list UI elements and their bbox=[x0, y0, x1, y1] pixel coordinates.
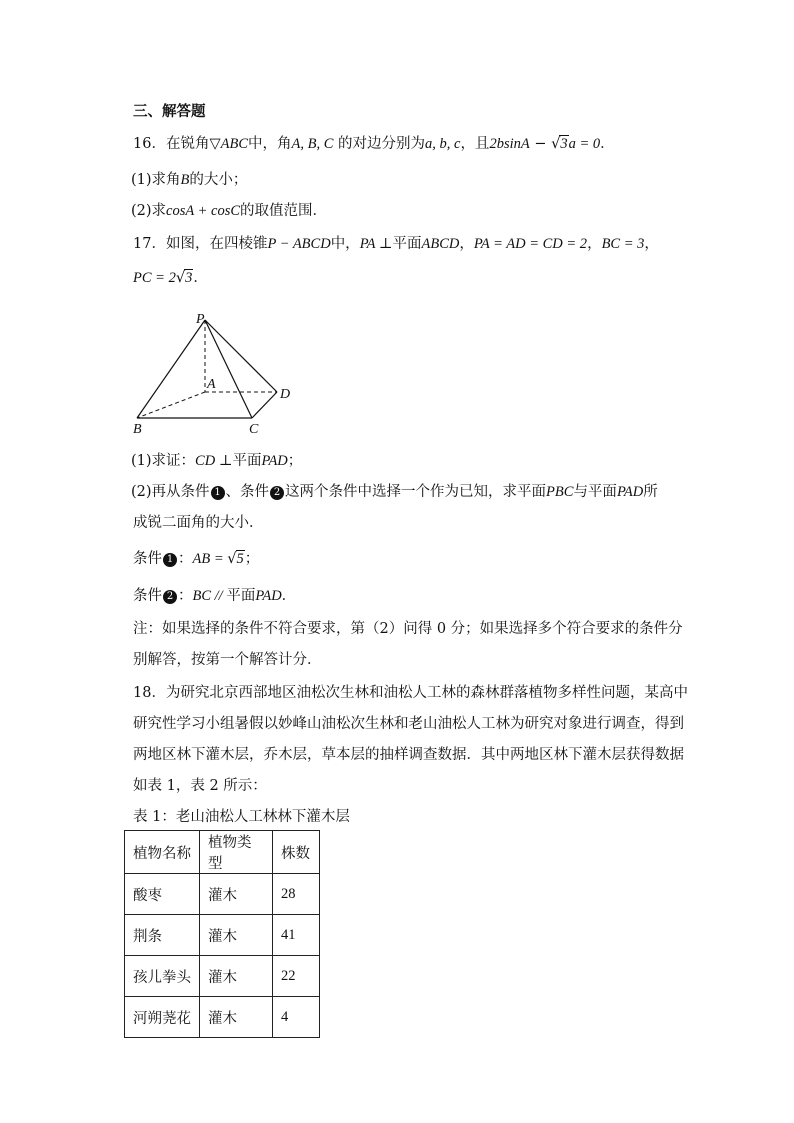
q17-pc: PC = 2√3． bbox=[133, 270, 208, 286]
circled-2-icon: 2 bbox=[270, 486, 284, 500]
table-caption: 表 1：老山油松人工林林下灌木层 bbox=[133, 809, 350, 825]
q16-part2: (2)求cosA + cosC的取值范围． bbox=[131, 203, 328, 219]
table-cell: 28 bbox=[273, 874, 320, 915]
pyramid-figure bbox=[125, 306, 305, 436]
label-C: C bbox=[249, 422, 259, 436]
q17-condition1: 条件 1 ：AB = √5； bbox=[133, 551, 260, 567]
table-header-cell: 植物名称 bbox=[125, 831, 200, 874]
table-cell: 41 bbox=[273, 915, 320, 956]
table-cell: 灌木 bbox=[200, 956, 273, 997]
label-P: P bbox=[196, 312, 205, 327]
edge-AB-hidden bbox=[137, 392, 205, 418]
edge-PB bbox=[137, 320, 205, 418]
q16-part1: (1)求角B的大小； bbox=[131, 172, 248, 188]
table-cell: 灌木 bbox=[200, 915, 273, 956]
label-B: B bbox=[133, 422, 142, 436]
table-header-row bbox=[125, 831, 320, 874]
table-cell: 酸枣 bbox=[125, 874, 200, 915]
table-cell: 4 bbox=[273, 997, 320, 1038]
q18-line3: 两地区林下灌木层，乔木层，草本层的抽样调查数据．其中两地区林下灌木层获得数据 bbox=[133, 747, 684, 763]
q17-note-line2: 别解答，按第一个解答计分． bbox=[133, 652, 322, 668]
section-title: 三、解答题 bbox=[133, 103, 206, 120]
table-cell: 灌木 bbox=[200, 874, 273, 915]
shrub-table bbox=[124, 830, 320, 1038]
edge-CD bbox=[252, 392, 277, 418]
table-header-cell: 植物类型 bbox=[200, 831, 273, 874]
q16-stem: 16．在锐角▽ABC中，角A, B, C 的对边分别为a, b, c，且2bsinA − √3a = 0． bbox=[133, 136, 615, 152]
label-D: D bbox=[280, 387, 291, 402]
q17-part2-line2: 成锐二面角的大小． bbox=[133, 515, 264, 531]
label-A: A bbox=[207, 377, 216, 392]
q18-line2: 研究性学习小组暑假以妙峰山油松次生林和老山油松人工林为研究对象进行调查，得到 bbox=[133, 716, 684, 732]
table-row bbox=[125, 956, 320, 997]
q17-note-line1: 注：如果选择的条件不符合要求，第（2）问得 0 分；如果选择多个符合要求的条件分 bbox=[133, 621, 683, 637]
table-row bbox=[125, 997, 320, 1038]
table-header-cell: 株数 bbox=[273, 831, 320, 874]
q18-line4: 如表 1，表 2 所示： bbox=[133, 778, 267, 794]
table-cell: 灌木 bbox=[200, 997, 273, 1038]
circled-1-icon: 1 bbox=[211, 486, 225, 500]
sqrt-sign: √ bbox=[551, 136, 561, 152]
circled-1-icon: 1 bbox=[163, 553, 177, 567]
q17-stem: 17．如图，在四棱锥P − ABCD中，PA ⊥平面ABCD，PA = AD = CD = 2，BC = 3， bbox=[133, 236, 659, 252]
table-row bbox=[125, 874, 320, 915]
table-row bbox=[125, 915, 320, 956]
edge-PD bbox=[205, 320, 277, 392]
q18-line1: 18．为研究北京西部地区油松次生林和油松人工林的森林群落植物多样性问题，某高中 bbox=[133, 685, 688, 701]
table-cell: 荆条 bbox=[125, 915, 200, 956]
table-cell: 孩儿拳头 bbox=[125, 956, 200, 997]
q17-condition2: 条件 2 ：BC // 平面PAD． bbox=[133, 588, 297, 604]
table-cell: 22 bbox=[273, 956, 320, 997]
q17-part1: (1)求证：CD ⊥平面PAD； bbox=[131, 453, 303, 469]
q17-part2-line1: (2)再从条件 1 、条件 2 这两个条件中选择一个作为已知，求平面PBC与平面PAD所 bbox=[131, 484, 658, 500]
edge-PC bbox=[205, 320, 252, 418]
circled-2-icon: 2 bbox=[163, 590, 177, 604]
table-cell: 河朔荛花 bbox=[125, 997, 200, 1038]
